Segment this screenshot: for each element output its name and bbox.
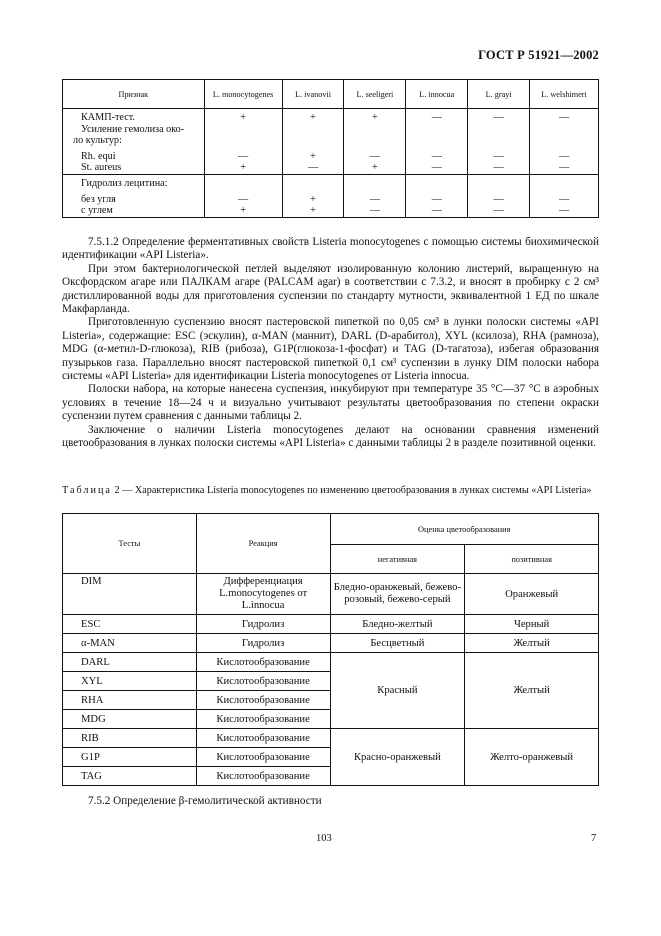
table-api-listeria	[62, 513, 599, 786]
table1-col-header: L. innocua	[406, 80, 468, 109]
table-row	[63, 615, 599, 634]
cell-value: —	[406, 190, 468, 206]
cell-value: —	[530, 162, 599, 174]
cell-value	[282, 174, 344, 189]
cell-value: —	[344, 147, 406, 163]
cell-value: —	[468, 147, 530, 163]
table2-header-reaction: Реакция	[196, 514, 330, 574]
test-name: MDG	[63, 710, 197, 729]
cell-value: +	[282, 147, 344, 163]
cell-value	[282, 135, 344, 147]
reaction: Кислотообразование	[196, 748, 330, 767]
cell-value: —	[530, 205, 599, 217]
cell-value	[204, 135, 282, 147]
cell-value	[468, 174, 530, 189]
cell-value	[344, 135, 406, 147]
positive-color: Желтый	[465, 653, 599, 729]
paragraph: 7.5.1.2 Определение ферментативных свойств Listeria monocytogenes с помощью системы биохимической идентификации «API Listeria».	[62, 236, 599, 262]
table-row	[63, 109, 599, 124]
feature-label: ло культур:	[63, 135, 205, 147]
cell-value: +	[204, 205, 282, 217]
table-row	[63, 574, 599, 615]
table-row	[63, 205, 599, 217]
cell-value: —	[204, 190, 282, 206]
cell-value: —	[468, 205, 530, 217]
cell-value: —	[468, 109, 530, 124]
table-listeria-features	[62, 79, 599, 218]
cell-value	[406, 135, 468, 147]
cell-value: +	[282, 190, 344, 206]
test-name: DIM	[63, 574, 197, 615]
paragraph: Приготовленную суспензию вносят пастеровской пипеткой по 0,05 см³ в лунки полоски системы «API Listeria», содержащие: ESC (эскулин), α-MAN (маннит), DARL (D-арабитол), XYL (ксилоза), RHA (рамноза), MDG (α-метил-D-глюкоза), RIB (рибоза), G1P(глюкоза-1-фосфат) и TAG (D-тагатоза), избегая образования пузырьков газа. Параллельно вносят пастеровской пипеткой 0,1 см³ суспензии в лунку DIM полоски набора системы «API Listeria» для идентификации Listeria monocytogenes от Listeria innocua.	[62, 316, 599, 383]
cell-value	[282, 124, 344, 136]
feature-label: Rh. equi	[63, 147, 205, 163]
test-name: DARL	[63, 653, 197, 672]
test-name: RHA	[63, 691, 197, 710]
cell-value: —	[530, 147, 599, 163]
table-row	[63, 147, 599, 163]
cell-value	[530, 174, 599, 189]
side-page-number: 7	[591, 833, 597, 844]
cell-value: —	[406, 205, 468, 217]
table-row	[63, 124, 599, 136]
cell-value	[344, 174, 406, 189]
positive-color: Желтый	[465, 634, 599, 653]
reaction: Кислотообразование	[196, 691, 330, 710]
reaction: Гидролиз	[196, 634, 330, 653]
cell-value: —	[406, 109, 468, 124]
table1-col-header: L. ivanovii	[282, 80, 344, 109]
cell-value: —	[468, 190, 530, 206]
table1-col-header: L. grayi	[468, 80, 530, 109]
cell-value: +	[344, 109, 406, 124]
table2-caption	[62, 485, 599, 498]
cell-value: —	[530, 109, 599, 124]
caption-text: 2 — Характеристика Listeria monocytogenes по изменению цветообразования в лунках системы «API Listeria»	[111, 485, 592, 496]
cell-value: —	[344, 190, 406, 206]
cell-value: —	[406, 162, 468, 174]
test-name: G1P	[63, 748, 197, 767]
cell-value: +	[204, 162, 282, 174]
cell-value: —	[204, 147, 282, 163]
table-row	[63, 162, 599, 174]
feature-label: St. aureus	[63, 162, 205, 174]
feature-label: КАМП-тест.	[63, 109, 205, 124]
reaction: Кислотообразование	[196, 672, 330, 691]
negative-color: Красный	[330, 653, 465, 729]
cell-value: —	[530, 190, 599, 206]
reaction: Кислотообразование	[196, 729, 330, 748]
table-row	[63, 190, 599, 206]
cell-value	[468, 135, 530, 147]
positive-color: Оранжевый	[465, 574, 599, 615]
negative-color: Бесцветный	[330, 634, 465, 653]
paragraph: При этом бактериологической петлей выделяют изолированную колонию листерий, выращенную на Оксфордском агаре или ПАЛКАМ агаре (PALCAM agar) в соответствии с 7.3.2, и вносят в пробирку с 2 см³ дистиллированной воды для приготовления суспензии по стандарту мутности, эквивалентной 1 ЕД по шкале Макфарланда.	[62, 262, 599, 316]
cell-value: —	[282, 162, 344, 174]
cell-value	[406, 124, 468, 136]
paragraph: Полоски набора, на которые нанесена суспензия, инкубируют при температуре 35 °C—37 °C в аэробных условиях в течение 18—24 ч и визуально учитывают результаты цветообразования по степени окраски суспензии путем сравнения с данными таблицы 2.	[62, 383, 599, 423]
table2-header-eval: Оценка цветообразования	[330, 514, 598, 545]
section-heading: 7.5.2 Определение β-гемолитической активности	[88, 795, 322, 807]
reaction: Кислотообразование	[196, 767, 330, 786]
feature-label: Усиление гемолиза око-	[63, 124, 205, 136]
table-row	[63, 174, 599, 189]
cell-value: +	[344, 162, 406, 174]
table2-header-row	[63, 514, 599, 545]
reaction: Дифференциация L.monocytogenes от L.innocua	[196, 574, 330, 615]
cell-value: +	[282, 205, 344, 217]
table-row	[63, 634, 599, 653]
table-row	[63, 135, 599, 147]
table-row	[63, 653, 599, 672]
cell-value	[406, 174, 468, 189]
table-row	[63, 729, 599, 748]
table2-header-positive: позитивная	[465, 545, 599, 574]
negative-color: Бледно-желтый	[330, 615, 465, 634]
negative-color: Красно-оранжевый	[330, 729, 465, 786]
test-name: TAG	[63, 767, 197, 786]
cell-value: —	[406, 147, 468, 163]
cell-value: —	[344, 205, 406, 217]
page-number: 103	[316, 833, 332, 844]
reaction: Гидролиз	[196, 615, 330, 634]
table1-col-header: Признак	[63, 80, 205, 109]
reaction: Кислотообразование	[196, 710, 330, 729]
table1-header-row	[63, 80, 599, 109]
feature-label: Гидролиз лецитина:	[63, 174, 205, 189]
table1-col-header: L. monocytogenes	[204, 80, 282, 109]
body-text	[62, 236, 599, 451]
test-name: XYL	[63, 672, 197, 691]
cell-value	[530, 124, 599, 136]
cell-value	[204, 174, 282, 189]
test-name: α-MAN	[63, 634, 197, 653]
test-name: RIB	[63, 729, 197, 748]
table1-col-header: L. welshimeri	[530, 80, 599, 109]
negative-color: Бледно-оранжевый, бежево-розовый, бежево-серый	[330, 574, 465, 615]
cell-value: +	[204, 109, 282, 124]
caption-label: Таблица	[62, 485, 112, 496]
cell-value: +	[282, 109, 344, 124]
test-name: ESC	[63, 615, 197, 634]
document-header: ГОСТ Р 51921—2002	[478, 48, 599, 62]
paragraph: Заключение о наличии Listeria monocytogenes делают на основании сравнения изменений цветообразования в лунках полоски системы «API Listeria» с данными таблицы 2 в разделе позитивной оценки.	[62, 423, 599, 450]
positive-color: Желто-оранжевый	[465, 729, 599, 786]
table2-header-negative: негативная	[330, 545, 465, 574]
cell-value: —	[468, 162, 530, 174]
cell-value	[468, 124, 530, 136]
cell-value	[344, 124, 406, 136]
table2-header-tests: Тесты	[63, 514, 197, 574]
table1-col-header: L. seeligeri	[344, 80, 406, 109]
positive-color: Черный	[465, 615, 599, 634]
cell-value	[530, 135, 599, 147]
feature-label: с углем	[63, 205, 205, 217]
feature-label: без угля	[63, 190, 205, 206]
reaction: Кислотообразование	[196, 653, 330, 672]
cell-value	[204, 124, 282, 136]
